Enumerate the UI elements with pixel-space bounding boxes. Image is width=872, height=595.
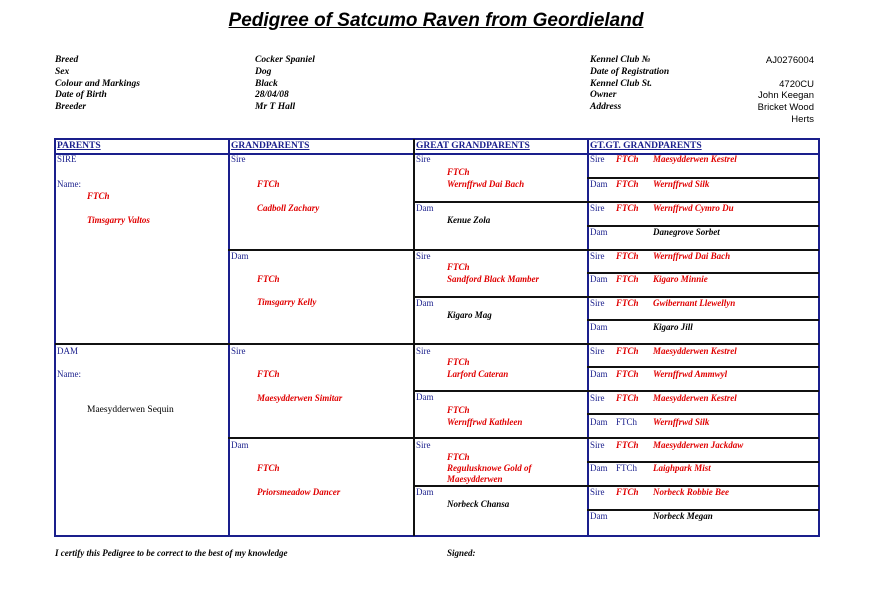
sex-label: Sex: [55, 66, 70, 77]
gp1-ftch: FTCh: [257, 179, 280, 189]
signed-label: Signed:: [447, 548, 476, 558]
gggp12-name: Wernffrwd Silk: [653, 417, 710, 427]
kc-number-value: AJ0276004: [765, 55, 814, 66]
breed-label: Breed: [55, 55, 79, 65]
gggp16-dam-label: Dam: [590, 511, 608, 521]
kc-number-label: Kennel Club №: [590, 55, 651, 65]
header-gtgt-grandparents: GT.GT. GRANDPARENTS: [590, 141, 702, 151]
gp2-dam-label: Dam: [231, 251, 249, 261]
gp4-ftch: FTCh: [257, 463, 280, 473]
gggp5-name: Wernffrwd Dai Bach: [653, 251, 731, 261]
ggp2-dam-label: Dam: [416, 203, 434, 213]
ggp2-name: Kenue Zola: [447, 215, 491, 225]
gggp6-name: Kigaro Minnie: [653, 274, 708, 284]
ggp7-name: Regulusknowe Gold of: [447, 463, 532, 473]
gggp13-ftch: FTCh: [616, 440, 639, 450]
ggp1-name: Wernffrwd Dai Bach: [447, 179, 525, 189]
gggp9-name: Maesydderwen Kestrel: [653, 346, 737, 356]
gggp3-sire-label: Sire: [590, 203, 605, 213]
details-labels-right: [590, 55, 669, 114]
gggp3-ftch: FTCh: [616, 203, 639, 213]
gggp14-name: Laighpark Mist: [653, 463, 711, 473]
ggp5-sire-label: Sire: [416, 346, 431, 356]
details-labels-left: [55, 55, 140, 114]
ggp5-name: Larford Cateran: [447, 369, 509, 379]
ggp7-name-line2: Maesydderwen: [447, 474, 503, 484]
ggp7-ftch: FTCh: [447, 452, 470, 462]
gggp15-name: Norbeck Robbie Bee: [653, 487, 729, 497]
sex-value: Dog: [255, 66, 272, 77]
gggp7-ftch: FTCh: [616, 298, 639, 308]
gggp2-ftch: FTCh: [616, 179, 639, 189]
ggp6-dam-label: Dam: [416, 392, 434, 402]
registration-date-value: [758, 67, 814, 79]
colour-label: Colour and Markings: [55, 78, 141, 89]
address-label: Address: [590, 102, 622, 113]
gp1-name: Cadboll Zachary: [257, 203, 320, 213]
gggp-divider-5: [587, 366, 819, 368]
gggp10-ftch: FTCh: [616, 369, 639, 379]
ggp6-ftch: FTCh: [447, 405, 470, 415]
gggp15-ftch: FTCh: [616, 487, 639, 497]
sire-caps-label: SIRE: [57, 154, 77, 164]
ggp3-ftch: FTCh: [447, 262, 470, 272]
sire-name: Timsgarry Valtos: [87, 215, 150, 225]
gggp1-ftch: FTCh: [616, 154, 639, 164]
gggp12-ftch: FTCh: [616, 417, 638, 427]
kc-stud-value: 4720CU: [779, 78, 814, 90]
col-divider-2: [413, 139, 415, 536]
gp4-name: Priorsmeadow Dancer: [257, 487, 341, 497]
gggp5-ftch: FTCh: [616, 251, 639, 261]
gggp5-sire-label: Sire: [590, 251, 605, 261]
dam-caps-label: DAM: [57, 346, 79, 356]
gggp6-ftch: FTCh: [616, 274, 639, 284]
details-values-left: [255, 55, 315, 114]
page-title: Pedigree of Satcumo Raven from Geordieland: [228, 10, 644, 31]
breed-value: Cocker Spaniel: [255, 55, 315, 65]
gp4-dam-label: Dam: [231, 440, 249, 450]
gggp2-name: Wernffrwd Silk: [653, 179, 710, 189]
ggp8-dam-label: Dam: [416, 487, 434, 497]
ggp4-name: Kigaro Mag: [447, 310, 492, 320]
header-parents: PARENTS: [57, 141, 101, 151]
ggp3-name: Sandford Black Mamber: [447, 274, 540, 284]
gp2-name: Timsgarry Kelly: [257, 297, 317, 307]
gggp10-name: Wernffrwd Ammwyl: [653, 369, 728, 379]
ggp5-ftch: FTCh: [447, 357, 470, 367]
colour-value: Black: [255, 78, 278, 89]
gggp4-dam-label: Dam: [590, 227, 608, 237]
gp3-name: Maesydderwen Simitar: [257, 393, 343, 403]
dam-name-label: Name:: [57, 369, 81, 379]
gggp7-name: Gwibernant Llewellyn: [653, 298, 736, 308]
registration-date-label: Date of Registration: [590, 66, 670, 77]
gp-divider-1: [228, 249, 819, 251]
ggp3-sire-label: Sire: [416, 251, 431, 261]
breeder-value: Mr T Hall: [255, 102, 296, 113]
gggp7-sire-label: Sire: [590, 298, 605, 308]
col-divider-3: [587, 139, 589, 536]
header-grandparents: GRANDPARENTS: [231, 141, 310, 151]
gggp11-sire-label: Sire: [590, 393, 605, 403]
ggp1-ftch: FTCh: [447, 167, 470, 177]
owner-value: John Keegan: [758, 90, 814, 102]
gggp-divider-4: [587, 319, 819, 321]
kc-stud-label: Kennel Club St.: [590, 78, 653, 89]
gggp11-ftch: FTCh: [616, 393, 639, 403]
parents-divider: [55, 343, 819, 345]
gggp14-ftch: FTCh: [616, 463, 638, 473]
gggp15-sire-label: Sire: [590, 487, 605, 497]
gggp-divider-6: [587, 413, 819, 415]
gggp9-sire-label: Sire: [590, 346, 605, 356]
sire-name-label: Name:: [57, 179, 81, 189]
certification-text: I certify this Pedigree to be correct to the best of my knowledge: [55, 548, 288, 558]
dam-name: Maesydderwen Sequin: [87, 405, 174, 415]
gggp11-name: Maesydderwen Kestrel: [653, 393, 737, 403]
gggp9-ftch: FTCh: [616, 346, 639, 356]
pedigree-table: [54, 138, 820, 537]
gggp6-dam-label: Dam: [590, 274, 608, 284]
sire-ftch: FTCh: [87, 191, 110, 201]
ggp-divider-3: [413, 390, 819, 392]
col-divider-1: [228, 139, 230, 536]
gp2-ftch: FTCh: [257, 274, 280, 284]
gggp8-name: Kigaro Jill: [653, 322, 693, 332]
gggp12-dam-label: Dam: [590, 417, 608, 427]
gggp4-name: Danegrove Sorbet: [653, 227, 720, 237]
gggp2-dam-label: Dam: [590, 179, 608, 189]
gggp16-name: Norbeck Megan: [653, 511, 713, 521]
details-values-right: [758, 55, 814, 126]
gggp13-name: Maesydderwen Jackdaw: [653, 440, 744, 450]
gp1-sire-label: Sire: [231, 154, 246, 164]
breeder-label: Breeder: [55, 102, 87, 113]
gggp1-sire-label: Sire: [590, 154, 605, 164]
gggp1-name: Maesydderwen Kestrel: [653, 154, 737, 164]
dob-label: Date of Birth: [55, 90, 107, 101]
address-value: Bricket Wood: [757, 102, 814, 114]
ggp8-name: Norbeck Chansa: [447, 499, 510, 509]
owner-label: Owner: [590, 90, 617, 101]
gp3-ftch: FTCh: [257, 369, 280, 379]
gggp13-sire-label: Sire: [590, 440, 605, 450]
address-value-2: Herts: [791, 113, 814, 125]
gggp14-dam-label: Dam: [590, 463, 608, 473]
ggp4-dam-label: Dam: [416, 298, 434, 308]
gggp10-dam-label: Dam: [590, 369, 608, 379]
header-great-grandparents: GREAT GRANDPARENTS: [416, 141, 530, 151]
ggp6-name: Wernffrwd Kathleen: [447, 417, 523, 427]
gp-divider-2: [228, 437, 819, 439]
ggp7-sire-label: Sire: [416, 440, 431, 450]
gggp8-dam-label: Dam: [590, 322, 608, 332]
dob-value: 28/04/08: [255, 90, 289, 101]
ggp1-sire-label: Sire: [416, 154, 431, 164]
gp3-sire-label: Sire: [231, 346, 246, 356]
gggp3-name: Wernffrwd Cymro Du: [653, 203, 734, 213]
